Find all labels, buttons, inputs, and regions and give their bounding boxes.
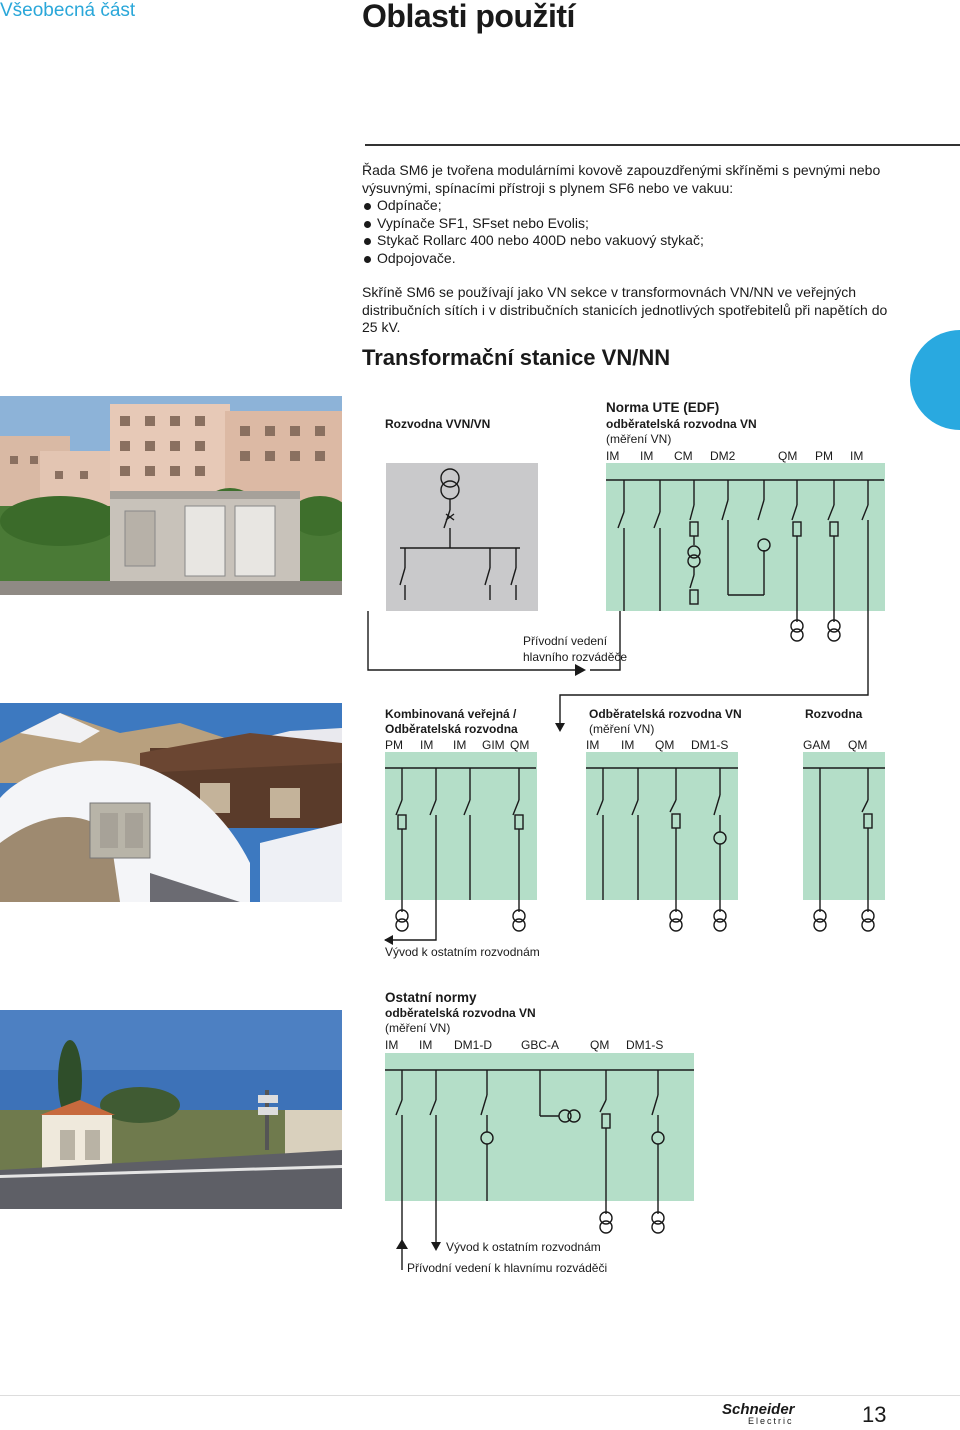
footer-divider	[0, 1395, 960, 1396]
unit-label: PM	[815, 449, 833, 463]
unit-label: DM2	[710, 449, 736, 463]
intro-paragraph: Řada SM6 je tvořena modulárními kovově zapouzdřenými skříněmi s pevnými nebo výsuvnými, spínacími přístroji s plynem SF6 nebo ve vakuu:	[362, 162, 881, 196]
unit-label: IM	[385, 1038, 399, 1052]
ute-edf-subtitle: odběratelská rozvodna VN	[606, 417, 757, 431]
brand-subname: Electric	[748, 1416, 794, 1426]
outgoing-label-2: Vývod k ostatním rozvodnám	[446, 1240, 601, 1254]
page-title: Oblasti použití	[362, 0, 575, 34]
outgoing-label: Vývod k ostatním rozvodnám	[385, 945, 540, 959]
unit-label: GIM	[482, 738, 505, 752]
incoming-label: Přívodní vedení k hlavnímu rozváděči	[407, 1261, 608, 1275]
ute-edf-title: Norma UTE (EDF)	[606, 400, 720, 415]
unit-label: GAM	[803, 738, 831, 752]
bullet-item: Stykač Rollarc 400 nebo 400D nebo vakuový stykač;	[362, 232, 902, 250]
other-standards-title: Ostatní normy	[385, 990, 477, 1005]
brand-name: Schneider	[722, 1401, 795, 1418]
consumer-note: (měření VN)	[589, 722, 655, 736]
unit-label: QM	[590, 1038, 610, 1052]
distribution-title: Rozvodna	[805, 707, 863, 721]
ute-edf-note: (měření VN)	[606, 432, 672, 446]
feed-label-line1: Přívodní vedení	[523, 634, 608, 648]
unit-label: CM	[674, 449, 693, 463]
schneider-electric-logo	[722, 1403, 795, 1426]
unit-label: IM	[453, 738, 467, 752]
vvn-substation-title: Rozvodna VVN/VN	[385, 417, 491, 431]
unit-label: QM	[510, 738, 530, 752]
unit-label: QM	[778, 449, 798, 463]
bullet-item: Vypínače SF1, SFset nebo Evolis;	[362, 215, 902, 233]
unit-label: PM	[385, 738, 403, 752]
unit-label: IM	[850, 449, 864, 463]
unit-label: GBC-A	[521, 1038, 560, 1052]
unit-label: DM1-S	[691, 738, 729, 752]
unit-label: QM	[655, 738, 675, 752]
unit-label: DM1-S	[626, 1038, 664, 1052]
unit-label: IM	[586, 738, 600, 752]
feed-label-line2: hlavního rozváděče	[523, 650, 628, 664]
other-standards-subtitle: odběratelská rozvodna VN	[385, 1006, 536, 1020]
section-heading: Transformační stanice VN/NN	[362, 345, 671, 370]
unit-label: IM	[420, 738, 434, 752]
combined-title-line1: Kombinovaná veřejná /	[385, 707, 517, 721]
consumer-title: Odběratelská rozvodna VN	[589, 707, 742, 721]
page-number: 13	[862, 1402, 887, 1427]
bullet-item: Odpojovače.	[362, 250, 902, 268]
unit-label: IM	[621, 738, 635, 752]
section-label: Všeobecná část	[0, 0, 136, 21]
unit-label: IM	[640, 449, 654, 463]
unit-label: DM1-D	[454, 1038, 492, 1052]
bullet-item: Odpínače;	[362, 197, 902, 215]
unit-label: IM	[419, 1038, 433, 1052]
unit-label: QM	[848, 738, 868, 752]
usage-paragraph: Skříně SM6 se používají jako VN sekce v transformovnách VN/NN ve veřejných distribučních sítích i v distribučních stanicích jednotlivých spotřebitelů při napětích do 25 kV.	[362, 284, 888, 335]
combined-title-line2: Odběratelská rozvodna	[385, 722, 518, 736]
unit-label: IM	[606, 449, 620, 463]
other-standards-note: (měření VN)	[385, 1021, 451, 1035]
